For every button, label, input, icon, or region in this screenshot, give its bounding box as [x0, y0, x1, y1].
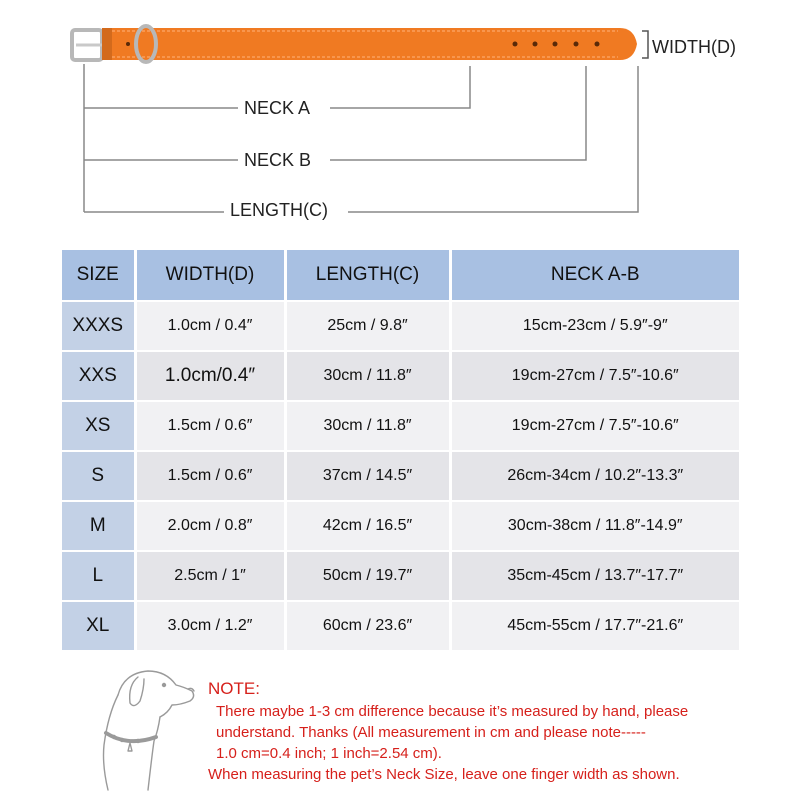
note-line: 1.0 cm=0.4 inch; 1 inch=2.54 cm). — [216, 745, 442, 762]
table-row — [62, 401, 739, 451]
table-row — [62, 501, 739, 551]
width-cell: 1.0cm / 0.4″ — [135, 301, 285, 351]
table-row — [62, 301, 739, 351]
width-cell: 2.0cm / 0.8″ — [135, 501, 285, 551]
note-title: NOTE: — [208, 679, 260, 698]
header-size: SIZE — [62, 250, 135, 301]
note-line: understand. Thanks (All measurement in cm and please note----- — [216, 724, 646, 741]
length-cell: 60cm / 23.6″ — [285, 601, 450, 650]
note-line: There maybe 1-3 cm difference because it’s measured by hand, please — [216, 703, 689, 720]
size-cell: XXXS — [62, 301, 135, 351]
header-length: LENGTH(C) — [285, 250, 450, 301]
neck-cell: 19cm-27cm / 7.5″-10.6″ — [450, 401, 739, 451]
neck-cell: 30cm-38cm / 11.8″-14.9″ — [450, 501, 739, 551]
collar-drawing — [0, 0, 800, 230]
size-chart-table — [62, 250, 739, 650]
dog-measuring-icon — [88, 655, 208, 795]
dimension-lines — [84, 64, 638, 212]
length-cell: 50cm / 19.7″ — [285, 551, 450, 601]
collar-strap — [110, 28, 637, 60]
neck-cell: 19cm-27cm / 7.5″-10.6″ — [450, 351, 739, 401]
width-cell: 1.0cm/0.4″ — [135, 351, 285, 401]
header-neck: NECK A-B — [450, 250, 739, 301]
width-label: WIDTH(D) — [652, 37, 736, 57]
measurement-note — [208, 678, 788, 785]
size-cell: XL — [62, 601, 135, 650]
length-cell: 25cm / 9.8″ — [285, 301, 450, 351]
table-row — [62, 601, 739, 650]
length-label: LENGTH(C) — [224, 200, 334, 221]
collar-diagram — [0, 0, 800, 230]
length-cell: 30cm / 11.8″ — [285, 351, 450, 401]
width-cell: 3.0cm / 1.2″ — [135, 601, 285, 650]
length-cell: 30cm / 11.8″ — [285, 401, 450, 451]
size-cell: XXS — [62, 351, 135, 401]
neck-a-label: NECK A — [238, 98, 316, 119]
length-cell: 37cm / 14.5″ — [285, 451, 450, 501]
neck-cell: 45cm-55cm / 17.7″-21.6″ — [450, 601, 739, 650]
table-row — [62, 351, 739, 401]
size-cell: L — [62, 551, 135, 601]
width-bracket — [642, 31, 648, 58]
table-row — [62, 451, 739, 501]
width-cell: 2.5cm / 1″ — [135, 551, 285, 601]
header-width: WIDTH(D) — [135, 250, 285, 301]
neck-b-label: NECK B — [238, 150, 317, 171]
size-cell: M — [62, 501, 135, 551]
size-cell: S — [62, 451, 135, 501]
note-line: When measuring the pet’s Neck Size, leave one finger width as shown. — [208, 766, 680, 783]
neck-cell: 35cm-45cm / 13.7″-17.7″ — [450, 551, 739, 601]
table-header-row — [62, 250, 739, 301]
width-cell: 1.5cm / 0.6″ — [135, 451, 285, 501]
neck-cell: 15cm-23cm / 5.9″-9″ — [450, 301, 739, 351]
length-cell: 42cm / 16.5″ — [285, 501, 450, 551]
table-row — [62, 551, 739, 601]
neck-cell: 26cm-34cm / 10.2″-13.3″ — [450, 451, 739, 501]
width-cell: 1.5cm / 0.6″ — [135, 401, 285, 451]
size-cell: XS — [62, 401, 135, 451]
